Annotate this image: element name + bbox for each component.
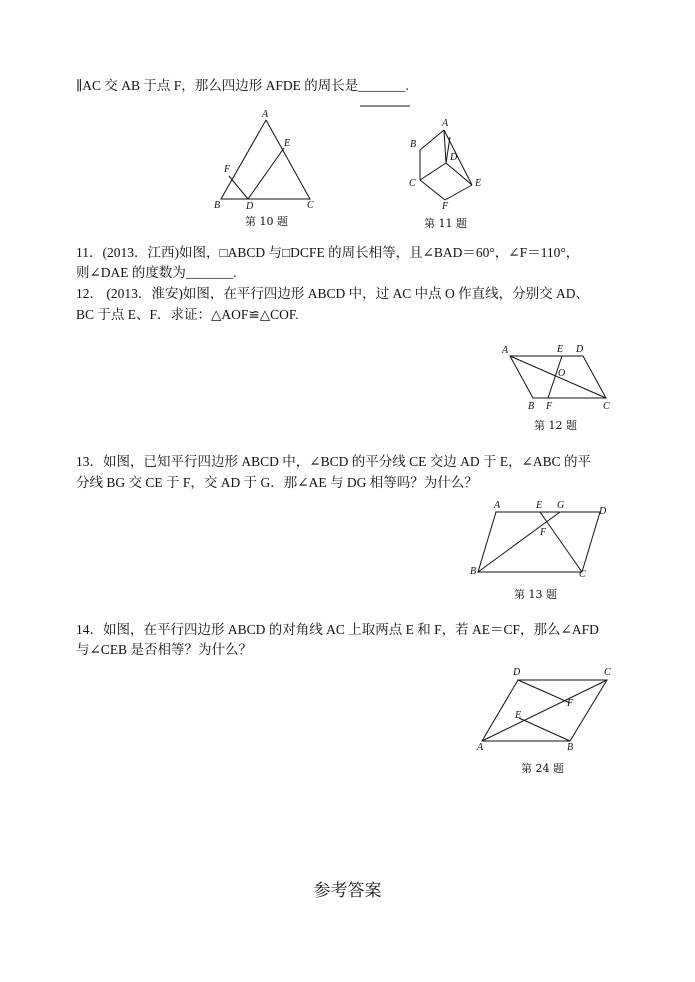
fig10-triangle: [221, 120, 310, 199]
fig10-label-F: F: [224, 164, 231, 175]
fig24-label-A: A: [477, 742, 484, 753]
fig10-caption: 第 10 题: [245, 215, 288, 228]
fig12-label-B: B: [528, 401, 535, 412]
fig13-caption: 第 13 题: [514, 588, 557, 601]
fig11-CF: [420, 180, 445, 200]
fig11-CD: [420, 163, 446, 180]
problem-12-line2: BC 于点 E、F．求证：△AOF≌△COF.: [76, 307, 299, 322]
problem-14-line1: 14．如图，在平行四边形 ABCD 的对角线 AC 上取两点 E 和 F，若 AE＝CF，那么∠AFD: [76, 622, 599, 637]
fig13-label-D: D: [599, 506, 607, 517]
fig24-label-F: F: [567, 698, 574, 709]
answer-heading: 参考答案: [313, 881, 382, 901]
fig24-label-B: B: [567, 742, 574, 753]
fig12-label-C: C: [603, 401, 610, 412]
fig10-label-C: C: [307, 200, 314, 211]
fig11-label-B: B: [410, 139, 417, 150]
problem-11-line1: 11．(2013．江西)如图，□ABCD 与□DCFE 的周长相等，且∠BAD＝60°，∠F＝110°，: [76, 245, 580, 260]
fig24-DF: [518, 680, 570, 703]
problem-10-tail: ∥AC 交 AB 于点 F，那么四边形 AFDE 的周长是_______.: [76, 78, 409, 93]
problem-12-line1: 12． (2013．淮安)如图，在平行四边形 ABCD 中，过 AC 中点 O 作直线，分别交 AD、: [76, 286, 589, 301]
fig10-label-E: E: [284, 138, 291, 149]
fig24-caption: 第 24 题: [521, 762, 564, 775]
figure-24: [482, 680, 607, 741]
problem-14-line2: 与∠CEB 是否相等？为什么？: [76, 642, 252, 657]
fig13-label-E: E: [536, 500, 543, 511]
fig12-label-F: F: [546, 401, 553, 412]
fig24-label-D: D: [513, 667, 521, 678]
fig24-label-C: C: [604, 667, 611, 678]
fig10-segment-FD: [229, 176, 248, 199]
fig11-caption: 第 11 题: [424, 217, 467, 230]
figure-10: [221, 120, 310, 199]
fig13-parallelogram: [478, 512, 600, 572]
fig11-label-E: E: [475, 178, 482, 189]
figure-11: [420, 130, 472, 200]
problem-13-line2: 分线 BG 交 CE 于 F，交 AD 于 G．那∠AE 与 DG 相等吗？为什么？: [76, 475, 478, 490]
fig10-segment-DE: [248, 148, 284, 199]
fig11-AB: [420, 130, 444, 150]
fig10-label-D: D: [246, 201, 254, 212]
fig24-EB: [519, 718, 570, 741]
fig13-label-G: G: [557, 500, 565, 511]
fig13-CE: [540, 512, 582, 572]
fig13-label-B: B: [470, 566, 477, 577]
fig11-AE: [444, 130, 472, 185]
fig11-label-C: C: [409, 178, 416, 189]
fig11-label-F: F: [442, 201, 449, 212]
fig11-DA: [444, 130, 446, 163]
fig13-BG: [478, 512, 560, 572]
fig12-label-A: A: [502, 345, 509, 356]
fig11-DE: [446, 163, 472, 185]
fig13-label-A: A: [494, 500, 501, 511]
figure-13: [478, 512, 600, 572]
fig12-label-E: E: [557, 344, 564, 355]
fig10-label-B: B: [214, 200, 221, 211]
fig11-label-D: D: [450, 152, 458, 163]
fig10-label-A: A: [262, 109, 269, 120]
problem-13-line1: 13．如图，已知平行四边形 ABCD 中，∠BCD 的平分线 CE 交边 AD 于 E，∠ABC 的平: [76, 454, 592, 469]
fig13-label-F: F: [540, 527, 547, 538]
fig13-label-C: C: [579, 569, 586, 580]
problem-11-line2: 则∠DAE 的度数为_______.: [76, 265, 237, 280]
fig10-hidden: [229, 148, 284, 176]
fig12-caption: 第 12 题: [534, 419, 577, 432]
fig11-FE: [445, 185, 472, 200]
fig12-label-D: D: [576, 344, 584, 355]
fig12-label-O: O: [558, 368, 566, 379]
fig11-label-A: A: [442, 118, 449, 129]
fig24-label-E: E: [515, 710, 522, 721]
